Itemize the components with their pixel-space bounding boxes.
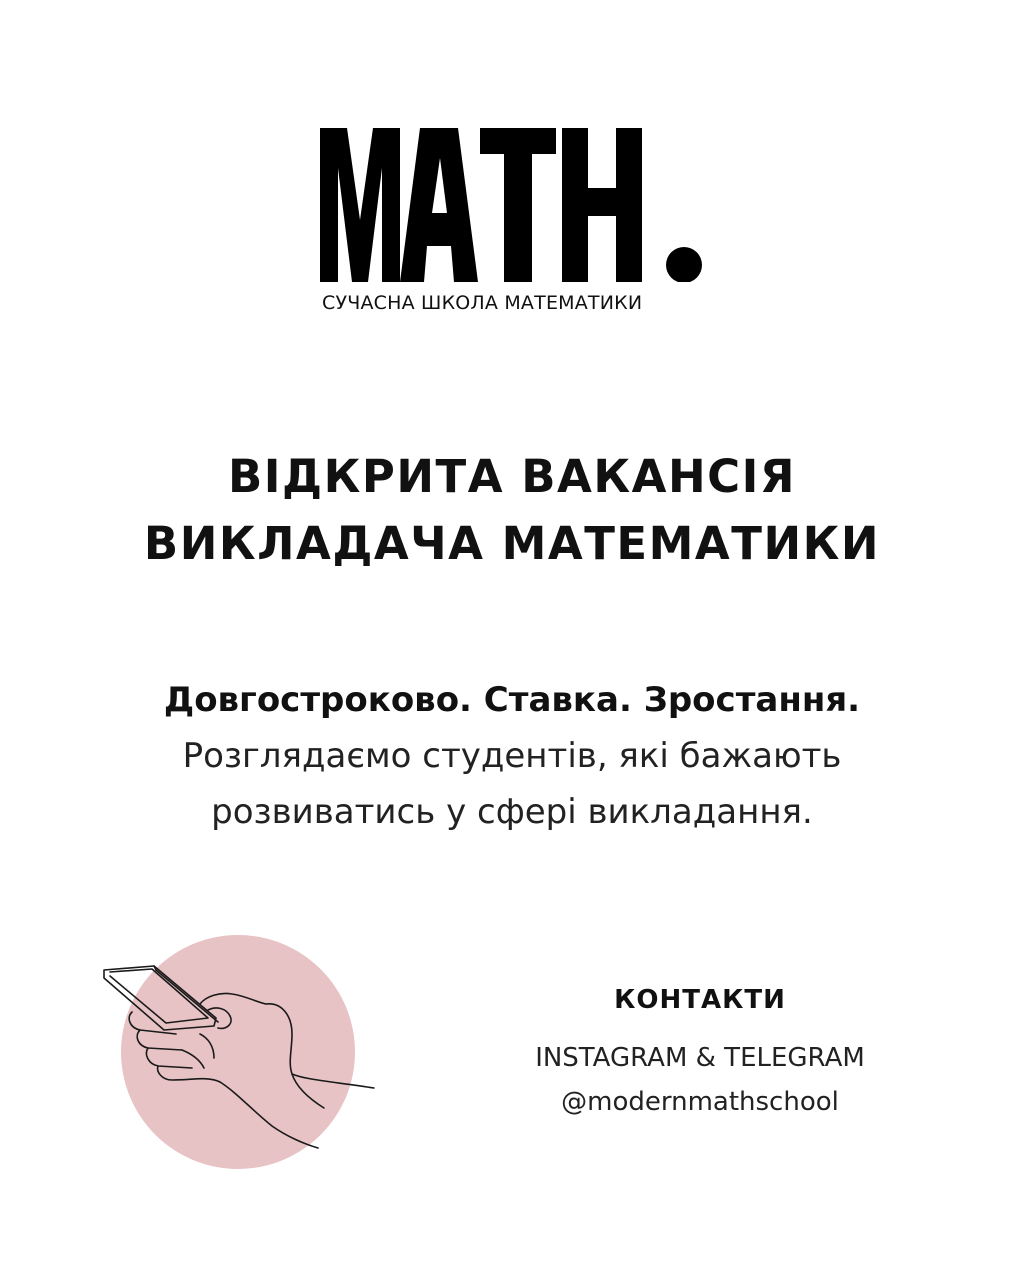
headline-line-1: ВІДКРИТА ВАКАНСІЯ bbox=[227, 450, 797, 503]
contacts-handle[interactable]: @modernmathschool bbox=[561, 1087, 839, 1117]
logo-subtitle: СУЧАСНА ШКОЛА МАТЕМАТИКИ bbox=[322, 292, 643, 314]
tagline: Довгостроково. Ставка. Зростання. bbox=[163, 680, 861, 720]
hand-holding-phone-icon bbox=[96, 930, 386, 1175]
description-line-1: Розглядаємо студентів, які бажають bbox=[182, 736, 842, 776]
headline-line-2: ВИКЛАДАЧА МАТЕМАТИКИ bbox=[143, 517, 881, 570]
contacts-platforms: INSTAGRAM & TELEGRAM bbox=[535, 1043, 865, 1073]
description-line-2: розвиватись у сфері викладання. bbox=[211, 792, 813, 832]
contacts-title: КОНТАКТИ bbox=[614, 985, 786, 1015]
math-logo bbox=[320, 128, 710, 282]
